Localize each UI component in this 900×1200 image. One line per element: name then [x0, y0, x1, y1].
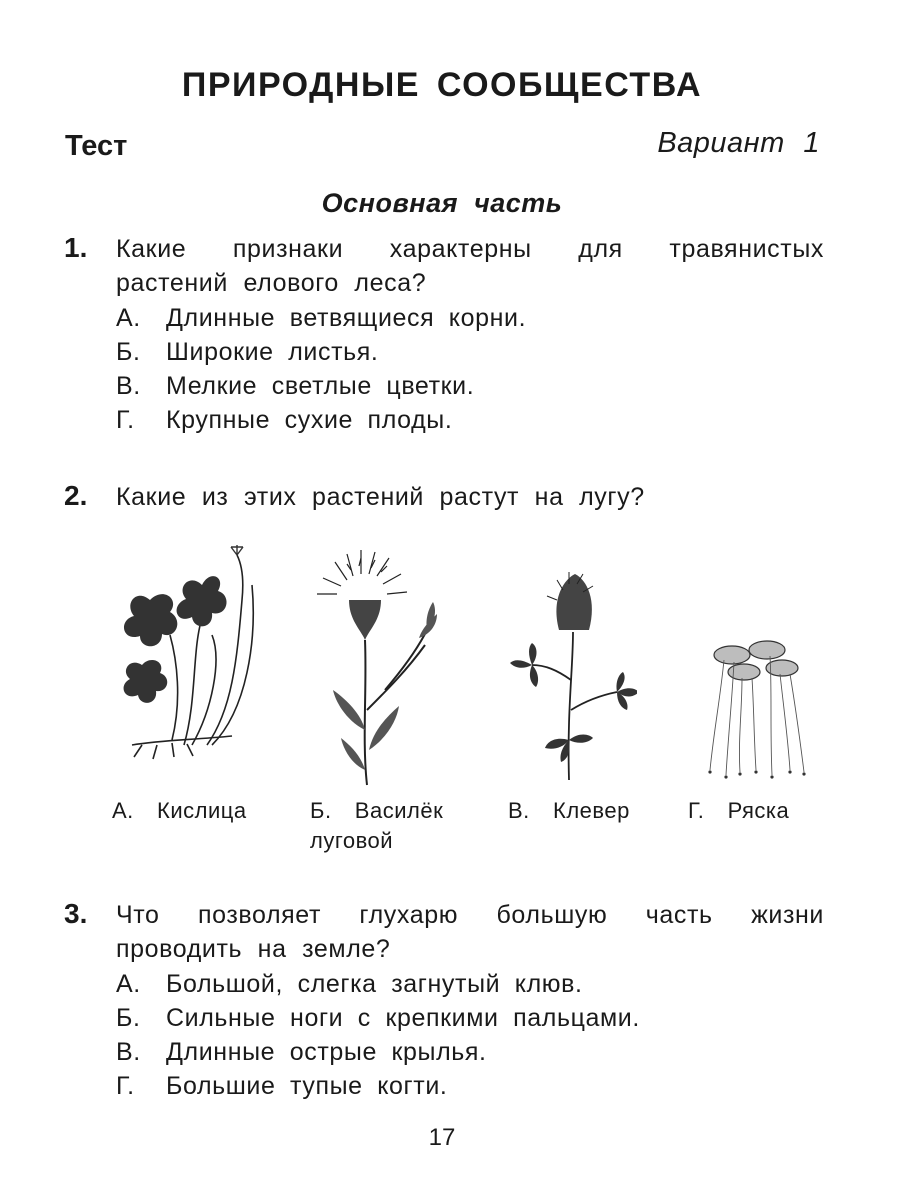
option-letter: Г.: [116, 1072, 135, 1100]
answer-option-g: [116, 1069, 824, 1103]
option-text: Длинные острые крылья.: [166, 1038, 487, 1066]
answer-option-v: [116, 369, 824, 403]
answer-option-b: [116, 335, 824, 369]
answer-options: [116, 301, 824, 437]
clover-illustration: [507, 540, 637, 790]
caption-letter: Г.: [688, 798, 705, 823]
option-text: Широкие листья.: [166, 338, 379, 366]
page-title: ПРИРОДНЫЕ СООБЩЕСТВА: [181, 66, 703, 104]
option-letter: А.: [116, 970, 141, 998]
option-text: Длинные ветвящиеся корни.: [166, 304, 527, 332]
question-text: Какие из этих растений растут на лугу?: [116, 483, 645, 511]
question-1: [64, 232, 824, 437]
option-letter: А.: [116, 304, 141, 332]
option-letter: Б.: [116, 338, 141, 366]
option-text: Мелкие светлые цветки.: [166, 372, 475, 400]
wood-sorrel-illustration: [112, 540, 272, 790]
caption-name-line2: луговой: [310, 828, 394, 853]
question-number: 2.: [64, 480, 88, 511]
plant-illustrations: [112, 540, 832, 790]
option-text: Большой, слегка загнутый клюв.: [166, 970, 583, 998]
caption-name: Ряска: [727, 798, 790, 823]
caption-name: Василёк: [354, 798, 444, 823]
answer-option-v: [116, 1035, 824, 1069]
option-letter: Г.: [116, 406, 135, 434]
question-number: 1.: [64, 232, 88, 263]
question-text: Что позволяет глухарю большую часть жизни проводить на земле?: [116, 901, 824, 963]
question-number: 3.: [64, 898, 88, 929]
section-title: Основная часть: [321, 188, 563, 218]
caption-name: Клевер: [553, 798, 630, 823]
answer-option-g: [116, 403, 824, 437]
caption-letter: Б.: [310, 798, 332, 823]
test-label: Тест: [65, 130, 128, 162]
answer-option-a: [116, 967, 824, 1001]
plant-caption-v: [508, 796, 630, 826]
plant-caption-g: [688, 796, 789, 826]
plant-caption-b: [310, 796, 443, 856]
plant-caption-a: [112, 796, 247, 826]
question-text: Какие признаки характерны для травянистых растений елового леса?: [116, 235, 824, 297]
answer-option-b: [116, 1001, 824, 1035]
question-2: [64, 480, 824, 514]
variant-label: Вариант 1: [657, 127, 820, 159]
meadow-knapweed-illustration: [307, 540, 467, 790]
caption-letter: В.: [508, 798, 530, 823]
option-letter: В.: [116, 372, 141, 400]
caption-letter: А.: [112, 798, 134, 823]
answer-options: [116, 967, 824, 1103]
option-text: Большие тупые когти.: [166, 1072, 448, 1100]
option-letter: В.: [116, 1038, 141, 1066]
option-letter: Б.: [116, 1004, 141, 1032]
caption-name: Кислица: [157, 798, 247, 823]
option-text: Крупные сухие плоды.: [166, 406, 453, 434]
page-number: 17: [428, 1124, 456, 1151]
duckweed-illustration: [692, 540, 832, 790]
answer-option-a: [116, 301, 824, 335]
question-3: [64, 898, 824, 1103]
option-text: Сильные ноги с крепкими пальцами.: [166, 1004, 640, 1032]
